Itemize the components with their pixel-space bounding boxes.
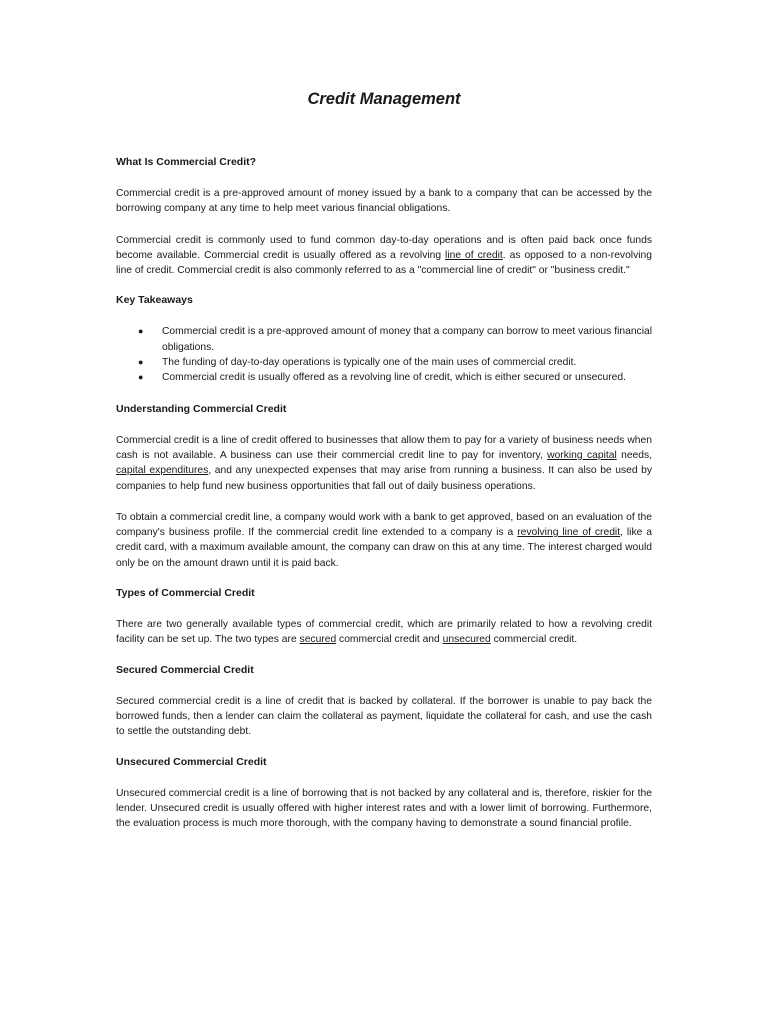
paragraph-what-is-1: Commercial credit is a pre-approved amount of money issued by a bank to a company that can be accessed by the borrowing company at any time to help meet various financial obligations.	[116, 188, 652, 215]
link-working-capital[interactable]: working capital	[547, 449, 617, 461]
document-title: Credit Management	[307, 90, 461, 108]
bullet-icon: ●	[138, 326, 144, 337]
bullet-icon: ●	[138, 372, 144, 383]
heading-what-is-commercial-credit: What Is Commercial Credit?	[116, 156, 257, 168]
link-capital-expenditures[interactable]: capital expenditures	[116, 465, 209, 477]
heading-key-takeaways: Key Takeaways	[116, 294, 193, 307]
list-item	[116, 370, 652, 385]
text-segment: Commercial credit is commonly used to fund common day-to-day operations and is often paid back once funds become available. Commercial credit is usually offered as a revolving	[116, 234, 652, 261]
heading-secured-commercial-credit: Secured Commercial Credit	[116, 663, 254, 676]
text-segment: To obtain a commercial credit line, a company would work with a bank to get approved, based on an evaluation of the company's business profile. If the commercial credit line extended to a company is a	[116, 511, 652, 539]
paragraph-what-is-2	[116, 233, 652, 279]
paragraph-unsecured-1: Unsecured commercial credit is a line of borrowing that is not backed by any collateral and is, therefore, riskier for the lender. Unsecured credit is usually offered with higher interest rates and with a lower limit of borrowing. Furthermore, the evaluation process is much more thorough, with the company having to demonstrate a sound financial profile.	[116, 787, 652, 830]
text-segment: commercial credit.	[490, 634, 578, 646]
list-item-text: Commercial credit is a pre-approved amount of money that a company can borrow to meet various financial obligations.	[162, 326, 652, 353]
text-segment: . as opposed to a non-revolving line of credit. Commercial credit is also commonly referred to as a "commercial line of credit" or "business credit."	[116, 249, 652, 277]
text-segment: , like a credit card, with a maximum available amount, the company can draw on this at any time. The interest charged would only be on the amount drawn until it is paid back.	[116, 527, 653, 569]
paragraph-understanding-1	[116, 433, 652, 494]
paragraph-secured-1: Secured commercial credit is a line of credit that is backed by collateral. If the borrower is unable to pay back the borrowed funds, then a lender can claim the collateral as payment, liquidate the collateral for cash, and use the cash to settle the outstanding debt.	[116, 695, 652, 738]
paragraph-understanding-2	[116, 510, 652, 571]
document-page	[116, 88, 652, 847]
text-segment: commercial credit and	[336, 634, 443, 646]
heading-understanding-commercial-credit: Understanding Commercial Credit	[116, 402, 287, 415]
text-segment: There are two generally available types of commercial credit, which are primarily related to how a revolving credit facility can be set up. The two types are	[116, 619, 652, 646]
list-item-text: The funding of day-to-day operations is typically one of the main uses of commercial credit.	[162, 357, 577, 369]
takeaways-list	[116, 324, 652, 385]
text-segment: needs,	[616, 449, 653, 461]
list-item-text: Commercial credit is usually offered as a revolving line of credit, which is either secured or unsecured.	[162, 372, 626, 384]
list-item	[116, 324, 652, 355]
paragraph-types-1	[116, 617, 652, 648]
bullet-icon: ●	[138, 357, 144, 368]
link-secured[interactable]: secured	[299, 634, 337, 646]
heading-unsecured-commercial-credit: Unsecured Commercial Credit	[116, 755, 267, 768]
text-segment: , and any unexpected expenses that may arise from running a business. It can also be used by companies to help fund new business opportunities that fall out of daily business operations.	[116, 465, 652, 492]
link-line-of-credit[interactable]: line of credit	[445, 249, 503, 261]
link-revolving-line-of-credit[interactable]: revolving line of credit	[517, 527, 621, 539]
list-item	[116, 355, 652, 370]
link-unsecured[interactable]: unsecured	[442, 634, 491, 646]
text-segment: Commercial credit is a line of credit offered to businesses that allow them to pay for a variety of business needs when cash is not available. A business can use their commercial credit line to pay for inventory,	[116, 434, 652, 461]
heading-types-of-commercial-credit: Types of Commercial Credit	[116, 587, 255, 600]
